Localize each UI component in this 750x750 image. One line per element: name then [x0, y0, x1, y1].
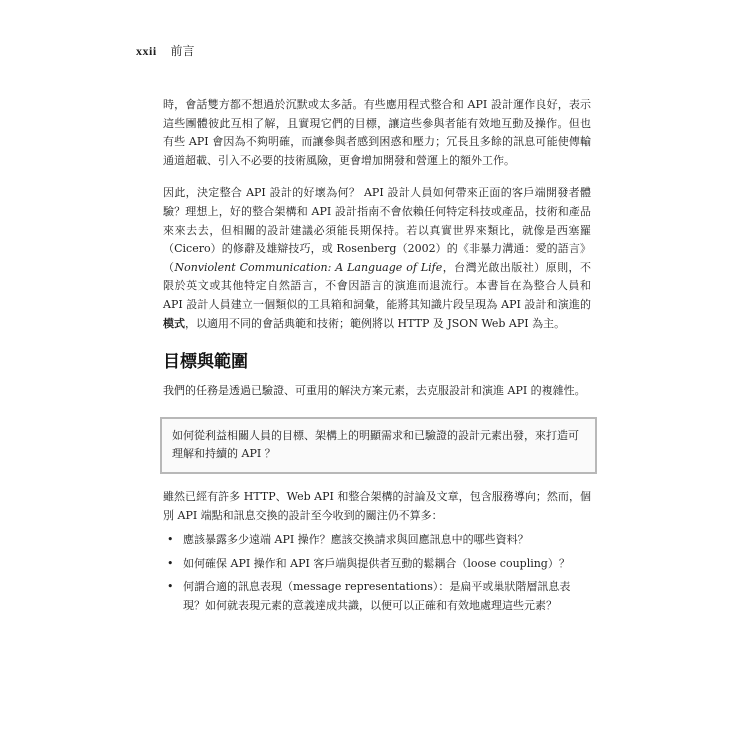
- section-intro: 我們的任務是透過已驗證、可重用的解決方案元素，去克服設計和演進 API 的複雜性。: [163, 384, 586, 398]
- paragraph-2: [163, 184, 591, 333]
- page-body: [163, 96, 591, 620]
- bullet-icon: •: [167, 580, 174, 594]
- list-item: [163, 555, 591, 574]
- list-item-text: 如何確保 API 操作和 API 客戶端與提供者互動的鬆耦合（loose coupling）？: [183, 556, 570, 570]
- paragraph-4: 雖然已經有許多 HTTP、Web API 和整合架構的討論及文章，包含服務導向；然而，個別 API 端點和訊息交換的設計至今收到的關注仍不算多：: [163, 489, 591, 522]
- list-item: [163, 578, 591, 615]
- section-heading: 目標與範圍: [163, 352, 248, 373]
- paragraph-2-text-b: ，台灣光啟出版社）原則，不限於英文或其他特定自然語言，不會因語言的演進而退流行。本書旨在為整合人員和 API 設計人員建立一個類似的工具箱和詞彙，能將其知識片段呈現為 API 設計和演進的: [163, 260, 592, 311]
- list-item: [163, 531, 591, 550]
- chapter-title: 前言: [170, 44, 195, 58]
- paragraph-2-text-c: ，以適用不同的會話典範和技術；範例將以 HTTP 及 JSON Web API 為主。: [185, 316, 566, 330]
- book-title: Nonviolent Communication: A Language of Life: [174, 260, 443, 274]
- list-item-text: 何謂合適的訊息表現（message representations）：是扁平或巢狀階層訊息表現？如何就表現元素的意義達成共識，以便可以正確和有效地處理這些元素？: [183, 580, 571, 612]
- list-item-text: 應該暴露多少遠端 API 操作？應該交換請求與回應訊息中的哪些資料？: [183, 533, 529, 547]
- bullet-icon: •: [167, 533, 174, 547]
- question-list: [163, 531, 591, 615]
- emphasis-patterns: 模式: [163, 316, 185, 330]
- problem-callout: 如何從利益相關人員的目標、架構上的明顯需求和已驗證的設計元素出發，來打造可理解和持續的 API ？: [160, 417, 597, 474]
- page-header: [136, 42, 195, 59]
- page-number: xxii: [136, 44, 157, 58]
- bullet-icon: •: [167, 556, 174, 570]
- paragraph-2-text-a: 因此，決定整合 API 設計的好壞為何？ API 設計人員如何帶來正面的客戶端開發者體驗？理想上，好的整合架構和 API 設計指南不會依賴任何特定科技或產品，技術和產品來來去去，但相關的設計建議必須能長期保持。若以真實世界來類比，就像是西塞羅（Cicero）的修辭及雄辯技巧，或 Rosenberg（2002）的《非暴力溝通：愛的語言》（: [163, 186, 591, 274]
- paragraph-1: 時，會話雙方都不想過於沉默或太多話。有些應用程式整合和 API 設計運作良好，表示這些團體彼此互相了解，且實現它們的目標，讓這些參與者能有效地互動及操作。但也有些 API 會因為不夠明確，而讓參與者感到困惑和壓力；冗長且多餘的訊息可能使傳輸通道超載、引入不必要的技術風險，更會增加開發和營運上的額外工作。: [163, 98, 591, 167]
